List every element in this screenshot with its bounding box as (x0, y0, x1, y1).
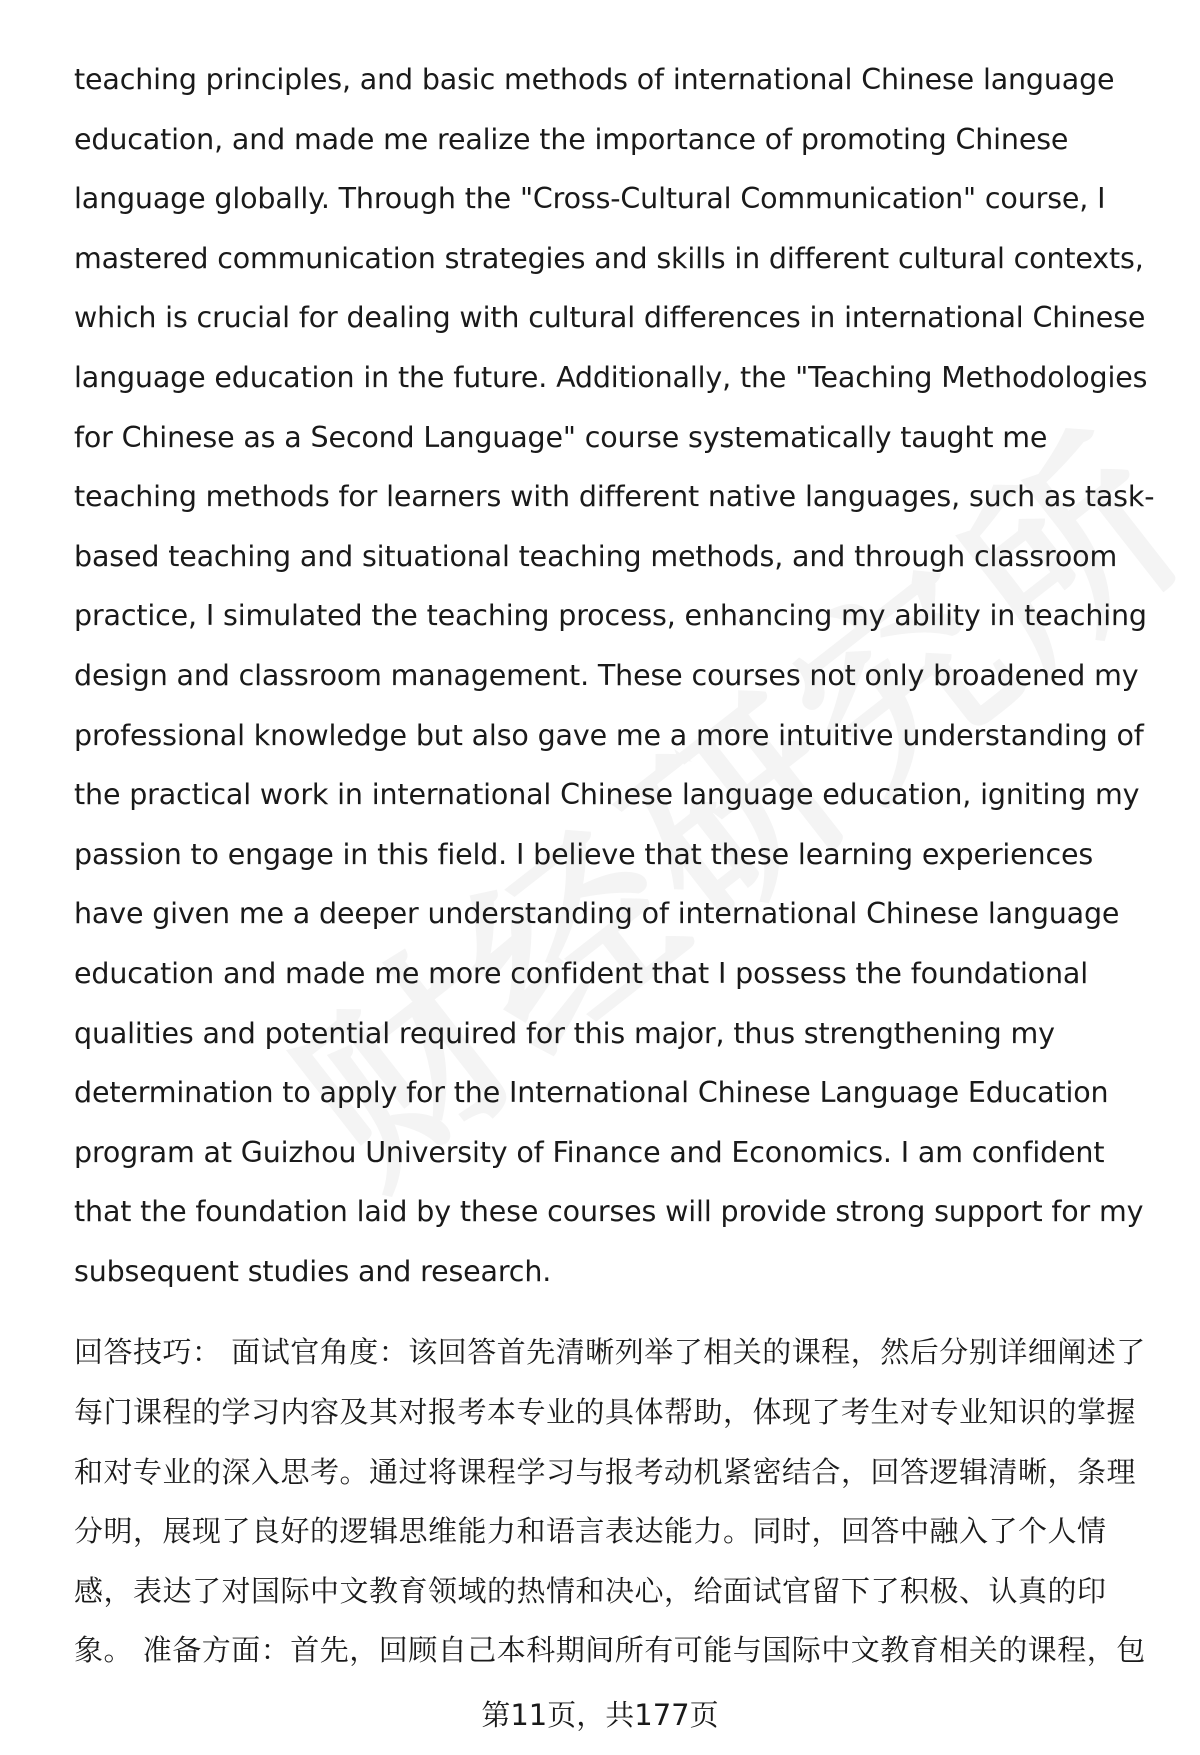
english-paragraph: teaching principles, and basic methods of international Chinese language education, and made me realize the importance of promoting Chinese language globally. Through the "Cross-Cultural Communication" course, I mastered communication strategies and skills in different cultural contexts, which is crucial for dealing with cultural differences in international Chinese language education in the future. Additionally, the "Teaching Methodologies for Chinese as a Second Language" course systematically taught me teaching methods for learners with different native languages, such as task-based teaching and situational teaching methods, and through classroom practice, I simulated the teaching process, enhancing my ability in teaching design and classroom management. These courses not only broadened my professional knowledge but also gave me a more intuitive understanding of the practical work in international Chinese language education, igniting my passion to engage in this field. I believe that these learning experiences have given me a deeper understanding of international Chinese language education and made me more confident that I possess the foundational qualities and potential required for this major, thus strengthening my determination to apply for the International Chinese Language Education program at Guizhou University of Finance and Economics. I am confident that the foundation laid by these courses will provide strong support for my subsequent studies and research. (74, 63, 1155, 1288)
answer-tips-paragraph: 回答技巧： 面试官角度：该回答首先清晰列举了相关的课程，然后分别详细阐述了每门课程的学习内容及其对报考本专业的具体帮助，体现了考生对专业知识的掌握和对专业的深入思考。通过将课程学习与报考动机紧密结合，回答逻辑清晰，条理分明，展现了良好的逻辑思维能力和语言表达能力。同时，回答中融入了个人情感，表达了对国际中文教育领域的热情和决心，给面试官留下了积极、认真的印象。 准备方面：首先，回顾自己本科期间所有可能与国际中文教育相关的课程，包 (74, 1335, 1146, 1668)
page-number: 第11页，共177页 (481, 1698, 719, 1732)
document-body (74, 50, 1164, 1681)
